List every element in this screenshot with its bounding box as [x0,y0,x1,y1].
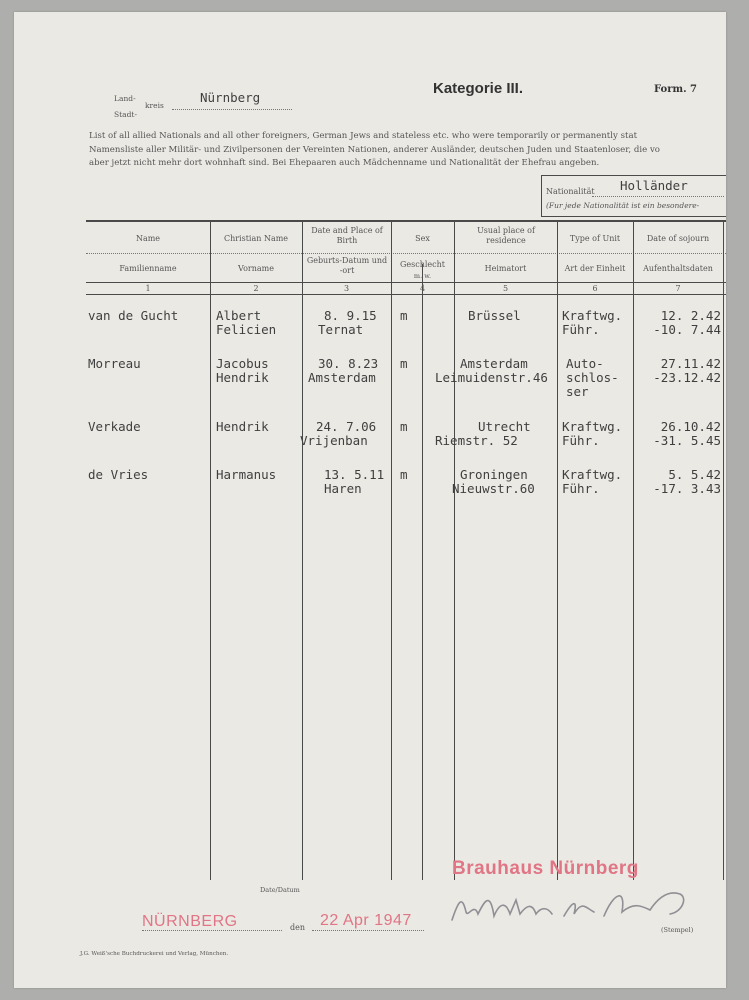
row-2-unit: Auto- [566,356,604,371]
col-header-sojourn-en: Date of sojourn [646,234,710,243]
kreis-label: kreis [145,101,164,110]
form-page [14,12,726,988]
col-divider [557,220,558,880]
row-1-first: Albert [216,308,262,323]
row-3-unit: Kraftwg. [562,419,623,434]
row-2-unit: ser [566,384,589,399]
row-4-name: de Vries [88,467,149,482]
row-1-birth-place: Ternat [318,322,364,337]
date-label: Date/Datum [260,886,300,894]
kreis-underline [172,109,292,110]
row-2-sojourn: -23.12.42 [653,370,721,385]
company-stamp: Brauhaus Nürnberg [452,858,639,879]
row-1-name: van de Gucht [88,308,179,323]
intro-line-1: List of all allied Nationals and all other foreigners, German Jews and stateless etc. who were temporarily or permanently stat [89,131,638,141]
den-label: den [290,923,306,932]
row-3-first: Hendrik [216,419,269,434]
col-header-name-de: Familienname [119,264,177,273]
col-number: 4 [419,284,426,293]
col-divider [302,220,303,880]
kreis-value: Nürnberg [200,90,261,105]
row-1-unit: Führ. [562,322,600,337]
header-divider [86,253,726,254]
col-header-birth-en: Date and Place of Birth [311,226,383,245]
row-4-sojourn: -17. 3.43 [653,481,721,496]
intro-line-3: aber jetzt nicht mehr dort wohnhaft sind. Bei Ehepaaren auch Mädchenname und Nationalität der Ehefrau angeben. [89,158,600,168]
form-number: Form. 7 [654,84,697,95]
col-header-unit-en: Type of Unit [569,234,621,243]
row-1-sojourn: 12. 2.42 [660,308,721,323]
row-4-residence: Groningen [460,467,528,482]
row-2-first: Hendrik [216,370,269,385]
date-underline [312,930,424,931]
row-2-birth-place: Amsterdam [308,370,376,385]
row-4-birth-date: 13. 5.11 [324,467,385,482]
nationality-box [541,175,726,217]
row-3-sojourn: 26.10.42 [660,419,721,434]
row-3-birth-place: Vrijenban [300,433,368,448]
row-3-sojourn: -31. 5.45 [653,433,721,448]
row-4-unit: Führ. [562,481,600,496]
row-4-sex: m [400,467,408,482]
row-1-sex: m [400,308,408,323]
col-divider [210,220,211,880]
col-number: 7 [675,284,681,293]
row-2-unit: schlos- [566,370,619,385]
row-1-sojourn: -10. 7.44 [653,322,721,337]
col-divider [454,220,455,880]
col-header-sojourn-de: Aufenthaltsdaten [643,264,713,273]
col-header-first-en: Christian Name [223,234,289,243]
col-number: 5 [502,284,509,293]
col-header-birth-de: Geburts-Datum und -ort [306,256,388,275]
row-3-sex: m [400,419,408,434]
row-2-name: Morreau [88,356,141,371]
row-2-residence: Leimuidenstr.46 [435,370,548,385]
col-header-name-en: Name [135,234,161,243]
col-number: 1 [145,284,151,293]
row-3-residence: Riemstr. 52 [435,433,518,448]
row-2-birth-date: 30. 8.23 [318,356,379,371]
row-4-sojourn: 5. 5.42 [668,467,721,482]
category-title: Kategorie III. [433,80,524,97]
printer-line: J.G. Weiß'sche Buchdruckerei und Verlag, München. [80,951,229,957]
row-3-name: Verkade [88,419,141,434]
sex-subdivider [422,264,423,880]
row-1-first: Felicien [216,322,277,337]
place-stamp: NÜRNBERG [142,913,238,930]
nationality-note: (Fur jede Nationalität ist ein besondere- [546,201,700,210]
row-2-first: Jacobus [216,356,269,371]
col-header-sex-sub: m. w. [413,272,432,280]
intro-line-2: Namensliste aller Militär- und Zivilpersonen der Vereinten Nationen, anderer Ausländer, deutschen Juden und Staatenloser, die vo [89,145,660,155]
col-divider [723,220,724,880]
land-label: Land- [114,94,136,103]
place-underline [142,930,282,931]
row-2-sojourn: 27.11.42 [660,356,721,371]
col-number: 6 [592,284,598,293]
col-header-residence-en: Usual place of residence [477,226,535,245]
row-2-sex: m [400,356,408,371]
row-1-residence: Brüssel [468,308,521,323]
table-top-rule [86,220,726,222]
col-header-sex-en: Sex [415,234,430,243]
row-4-unit: Kraftwg. [562,467,623,482]
nationality-value: Holländer [620,178,688,193]
col-divider [391,220,392,880]
row-4-residence: Nieuwstr.60 [452,481,535,496]
signature [444,872,694,932]
stadt-label: Stadt- [114,110,137,119]
col-number: 3 [343,284,350,293]
stempel-label: (Stempel) [661,926,694,934]
nationality-underline [592,196,724,197]
row-4-first: Harmanus [216,467,277,482]
date-stamp: 22 Apr 1947 [320,912,412,929]
row-1-birth-date: 8. 9.15 [324,308,377,323]
row-3-birth-date: 24. 7.06 [316,419,377,434]
header-rule [86,282,726,283]
row-1-unit: Kraftwg. [562,308,623,323]
nationality-label: Nationalität [546,187,595,196]
row-3-residence: Utrecht [478,419,531,434]
col-header-sex-de: Geschlecht [399,260,445,269]
row-2-residence: Amsterdam [460,356,528,371]
row-4-birth-place: Haren [324,481,362,496]
col-header-unit-de: Art der Einheit [564,264,626,273]
col-number: 2 [253,284,259,293]
row-3-unit: Führ. [562,433,600,448]
col-header-first-de: Vorname [238,264,274,273]
col-header-residence-de: Heimatort [484,264,527,273]
number-rule [86,294,726,295]
